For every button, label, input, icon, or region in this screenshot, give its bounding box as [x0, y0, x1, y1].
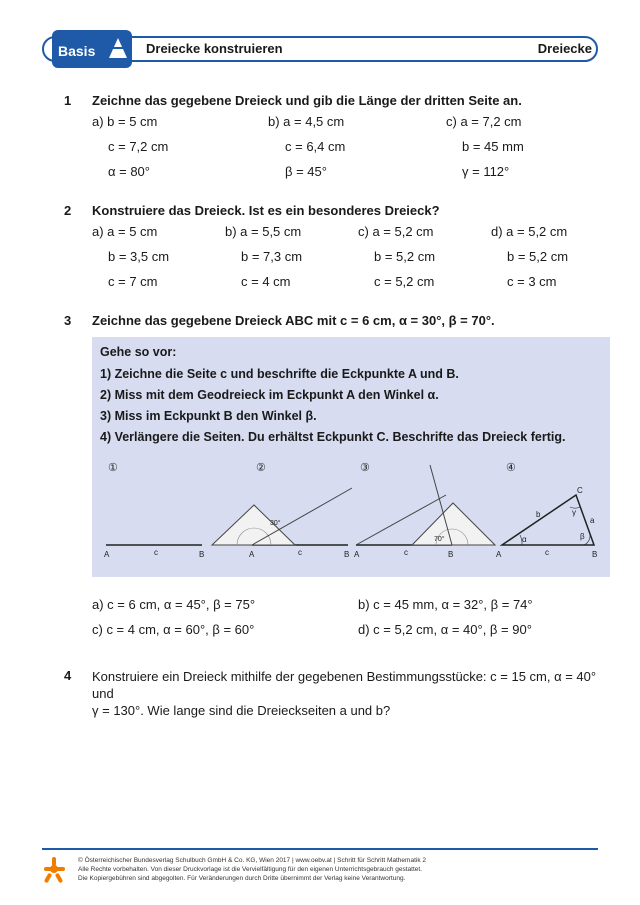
angle-label: 70° — [434, 536, 445, 543]
task2-cell: a) a = 5 cm — [92, 224, 158, 239]
task-instruction: Konstruiere das Dreieck. Ist es ein besonderes Dreieck? — [92, 203, 440, 218]
vertex-label: A — [354, 550, 360, 559]
task1-cell: c) a = 7,2 cm — [446, 114, 522, 129]
task2-cell: c = 4 cm — [241, 274, 291, 289]
vertex-label: A — [249, 550, 255, 559]
angle-label: α — [522, 535, 527, 544]
task1-cell: a) b = 5 cm — [92, 114, 158, 129]
task2-cell: b = 7,3 cm — [241, 249, 303, 264]
task1-cell: α = 80° — [108, 164, 150, 179]
task2-cell: b) a = 5,5 cm — [225, 224, 302, 239]
task3-cell: c) c = 4 cm, α = 60°, β = 60° — [92, 622, 255, 637]
box-title: Gehe so vor: — [100, 345, 177, 359]
task1-cell: c = 6,4 cm — [285, 139, 346, 154]
step-item: 1) Zeichne die Seite c und beschrifte die Eckpunkte A und B. — [100, 367, 459, 381]
task4-line: Konstruiere ein Dreieck mithilfe der gegebenen Bestimmungsstücke: c = 15 cm, α = 40° und — [92, 669, 597, 701]
footer-divider — [42, 848, 598, 850]
task-number: 4 — [64, 668, 72, 683]
step-item: 2) Miss mit dem Geodreieck im Eckpunkt A den Winkel α. — [100, 388, 439, 402]
task2-cell: b = 5,2 cm — [374, 249, 436, 264]
angle-label: β — [580, 532, 585, 541]
footer-line: © Österreichischer Bundesverlag Schulbuch GmbH & Co. KG, Wien 2017 | www.oebv.at | Schritt für Schritt Mathematik 2 — [78, 857, 426, 864]
set-square — [212, 505, 295, 545]
task2-cell: c = 7 cm — [108, 274, 158, 289]
publisher-logo-icon — [40, 855, 68, 885]
side-label: a — [590, 516, 595, 525]
set-square — [412, 503, 495, 545]
task1-cell: c = 7,2 cm — [108, 139, 169, 154]
task-number: 2 — [64, 203, 72, 218]
step-marker: ② — [256, 462, 266, 474]
side-label: c — [298, 548, 302, 557]
worksheet-title: Dreiecke konstruieren — [146, 41, 283, 56]
task-instruction: Zeichne das gegebene Dreieck ABC mit c = 6 cm, α = 30°, β = 70°. — [92, 313, 495, 328]
angle-label: 30° — [270, 520, 281, 527]
task2-cell: d) a = 5,2 cm — [491, 224, 568, 239]
task2-cell: b = 3,5 cm — [108, 249, 170, 264]
worksheet-topic: Dreiecke — [537, 41, 592, 56]
task2-cell: c) a = 5,2 cm — [358, 224, 434, 239]
task3-cell: b) c = 45 mm, α = 32°, β = 74° — [358, 597, 533, 612]
footer-line: Alle Rechte vorbehalten. Von dieser Druckvorlage ist die Vervielfältigung für den eigenen Unterrichtsgebrauch gestattet. — [78, 866, 422, 873]
task4-line: γ = 130°. Wie lange sind die Dreieckseiten a und b? — [92, 703, 391, 718]
task-number: 1 — [64, 93, 72, 108]
vertex-label: C — [577, 486, 583, 495]
task-instruction: Zeichne das gegebene Dreieck und gib die Länge der dritten Seite an. — [92, 93, 522, 108]
triangle-icon — [108, 36, 128, 62]
task1-cell: γ = 112° — [462, 164, 510, 179]
vertex-label: A — [496, 550, 502, 559]
angle-label: γ — [572, 508, 576, 517]
copyright-notice — [78, 856, 426, 883]
vertex-label: B — [448, 550, 454, 559]
task-instruction — [92, 668, 612, 719]
vertex-label: B — [199, 550, 205, 559]
step-item: 4) Verlängere die Seiten. Du erhältst Eckpunkt C. Beschrifte das Dreieck fertig. — [100, 430, 566, 444]
step-marker: ① — [108, 462, 118, 474]
side-label: b — [536, 510, 541, 519]
task2-cell: c = 3 cm — [507, 274, 557, 289]
step-marker: ④ — [506, 462, 516, 474]
step-item: 3) Miss im Eckpunkt B den Winkel β. — [100, 409, 317, 423]
construction-figures — [92, 455, 610, 575]
task1-cell: β = 45° — [285, 164, 327, 179]
step-marker: ③ — [360, 462, 370, 474]
footer-line: Die Kopiergebühren sind abgegolten. Für Veränderungen durch Dritte übernimmt der Verlag keine Verantwortung. — [78, 875, 406, 882]
task3-cell: a) c = 6 cm, α = 45°, β = 75° — [92, 597, 256, 612]
task2-cell: c = 5,2 cm — [374, 274, 435, 289]
task-number: 3 — [64, 313, 72, 328]
vertex-label: B — [344, 550, 350, 559]
side-label: c — [154, 548, 158, 557]
task1-cell: b = 45 mm — [462, 139, 524, 154]
vertex-label: B — [592, 550, 598, 559]
side-label: c — [404, 548, 408, 557]
task1-cell: b) a = 4,5 cm — [268, 114, 345, 129]
side-label: c — [545, 548, 549, 557]
badge-label: Basis — [58, 43, 96, 59]
level-badge — [52, 30, 132, 68]
task3-cell: d) c = 5,2 cm, α = 40°, β = 90° — [358, 622, 532, 637]
task2-cell: b = 5,2 cm — [507, 249, 569, 264]
vertex-label: A — [104, 550, 110, 559]
